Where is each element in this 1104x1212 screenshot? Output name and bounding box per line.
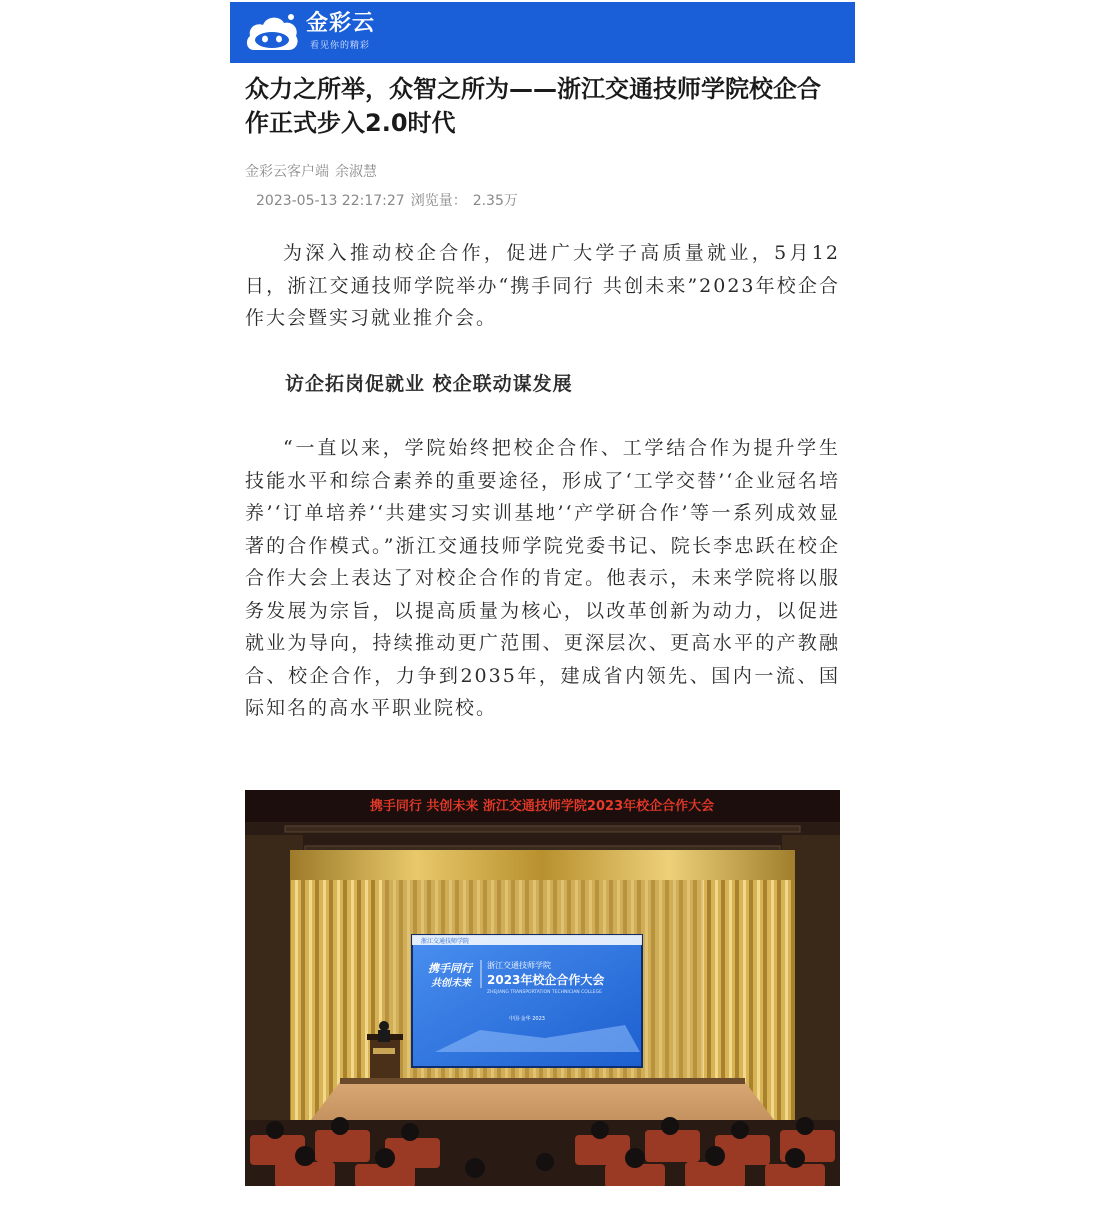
conference-stage-photo[interactable] xyxy=(245,790,840,1186)
brand-slogan: 看见你的精彩 xyxy=(310,41,371,51)
publish-datetime: 2023-05-13 22:17:27 xyxy=(256,193,405,209)
article-source: 金彩云客户端 xyxy=(245,164,329,180)
jincaiyun-cloud-logo-icon[interactable] xyxy=(244,10,300,56)
view-count-label: 浏览量： xyxy=(410,193,467,209)
view-count-value: 2.35万 xyxy=(472,193,518,209)
led-banner-text: 携手同行 共创未来 浙江交通技师学院2023年校企合作大会 xyxy=(369,799,715,814)
article-title: 众力之所举，众智之所为——浙江交通技师学院校企合作正式步入2.0时代 xyxy=(245,75,821,137)
app-header xyxy=(230,2,855,63)
view-count xyxy=(411,193,518,209)
article-byline xyxy=(245,162,377,182)
article-meta xyxy=(256,191,518,211)
screen-title: 2023年校企合作大会 xyxy=(487,973,605,987)
article-paragraph: “一直以来，学院始终把校企合作、工学结合作为提升学生技能水平和综合素养的重要途径，形成了‘工学交替’‘企业冠名培养’‘订单培养’‘共建实习实训基地’‘产学研合作’等一系列成效显著的合作模式。”浙江交通技师学院党委书记、院长李忠跃在校企合作大会上表达了对校企合作的肯定。他表示，未来学院将以服务发展为宗旨，以提高质量为核心，以改革创新为动力，以促进就业为导向，持续推动更广范围、更深层次、更高水平的产教融合、校企合作，力争到2035年，建成省内领先、国内一流、国际知名的高水平职业院校。 xyxy=(245,437,840,719)
screen-college-name: 浙江交通技师学院 xyxy=(487,961,551,970)
screen-subtitle: ZHEJIANG TRANSPORTATION TECHNICIAN COLLEGE xyxy=(487,990,602,995)
article-page xyxy=(230,2,855,1212)
screen-slogan-1: 携手同行 xyxy=(428,962,472,975)
screen-logo-text: 浙江交通技师学院 xyxy=(421,938,470,945)
article-paragraph: 为深入推动校企合作，促进广大学子高质量就业，5月12日，浙江交通技师学院举办“携手同行 共创未来”2023年校企合作大会暨实习就业推介会。 xyxy=(245,242,840,329)
brand-name[interactable]: 金彩云 xyxy=(306,11,376,36)
article-author: 余淑慧 xyxy=(335,164,377,180)
article-subheading: 访企拓岗促就业 校企联动谋发展 xyxy=(285,373,573,395)
screen-slogan-2: 共创未来 xyxy=(431,978,471,989)
screen-date: 中国·金华 2023 xyxy=(509,1016,545,1022)
